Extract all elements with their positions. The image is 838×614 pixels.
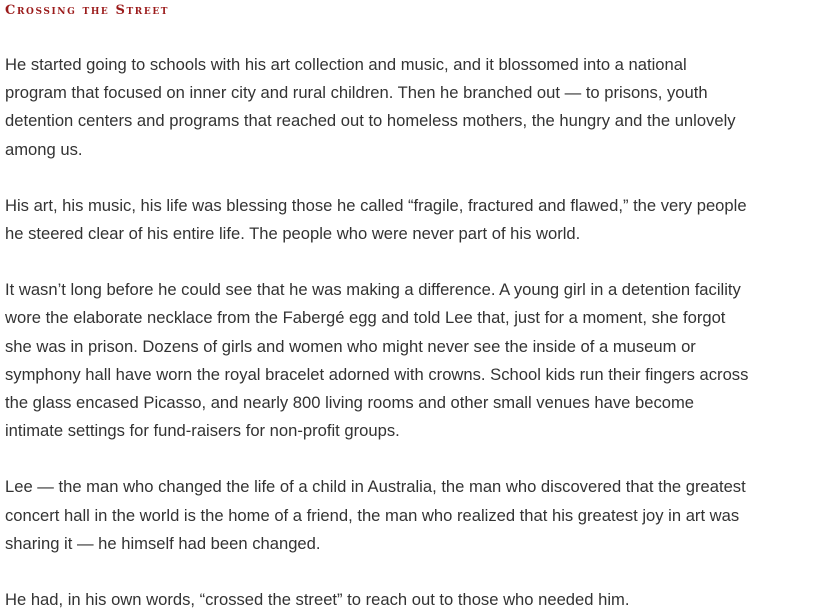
paragraph-4	[5, 473, 832, 558]
paragraph-1	[5, 51, 832, 164]
text-line: His art, his music, his life was blessing those he called “fragile, fractured and flawed,” the very people	[5, 195, 747, 215]
text-line: detention centers and programs that reached out to homeless mothers, the hungry and the unlovely	[5, 111, 736, 131]
text-line: sharing it — he himself had been changed.	[5, 533, 321, 553]
text-line: intimate settings for fund-raisers for non-profit groups.	[5, 421, 400, 441]
text-line: he steered clear of his entire life. The people who were never part of his world.	[5, 224, 581, 244]
text-line: symphony hall have worn the royal bracelet adorned with crowns. School kids run their fingers across	[5, 364, 749, 384]
text-line: program that focused on inner city and rural children. Then he branched out — to prisons, youth	[5, 83, 708, 103]
article-body	[5, 51, 832, 614]
paragraph-2	[5, 192, 832, 248]
text-line: concert hall in the world is the home of a friend, the man who realized that his greatest joy in art was	[5, 505, 740, 525]
text-line: It wasn’t long before he could see that he was making a difference. A young girl in a detention facility	[5, 280, 741, 300]
text-line: among us.	[5, 139, 83, 159]
text-line: He had, in his own words, “crossed the street” to reach out to those who needed him.	[5, 590, 630, 610]
text-line: Lee — the man who changed the life of a child in Australia, the man who discovered that the greatest	[5, 477, 746, 497]
text-line: the glass encased Picasso, and nearly 800 living rooms and other small venues have become	[5, 393, 695, 413]
text-line: He started going to schools with his art collection and music, and it blossomed into a national	[5, 55, 687, 74]
text-line: wore the elaborate necklace from the Fabergé egg and told Lee that, just for a moment, she forgot	[5, 308, 726, 328]
article-heading: Crossing the Street	[5, 3, 170, 18]
text-line: she was in prison. Dozens of girls and women who might never see the inside of a museum or	[5, 336, 696, 356]
paragraph-3	[5, 276, 832, 445]
